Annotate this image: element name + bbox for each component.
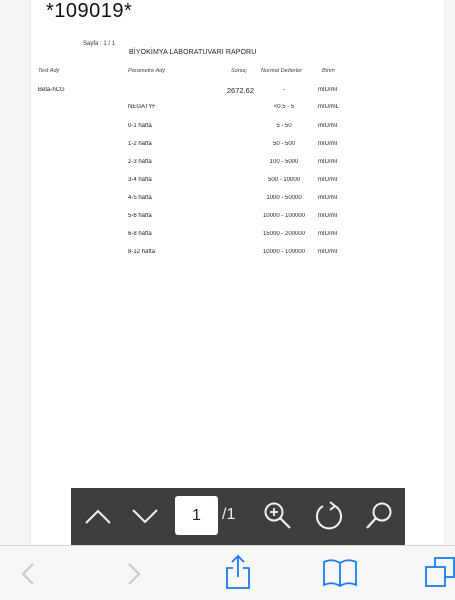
share-icon[interactable] [225,554,251,590]
cell-param: 6-8 hafta [128,231,152,237]
cell-normal: <0.5 - 5 [273,104,295,110]
page-total: /1 [222,506,236,523]
cell-param: NEGATÝF [128,104,156,110]
back-icon[interactable] [20,562,36,586]
cell-normal: 10000 - 100000 [262,213,306,219]
forward-icon[interactable] [126,562,142,586]
cell-normal: 500 - 10000 [267,177,301,183]
cell-normal: 1000 - 50000 [266,195,302,201]
search-icon[interactable] [365,501,395,531]
column-header-test: Test Adý [38,68,60,74]
cell-normal: - [283,87,285,93]
chevron-up-icon[interactable] [84,506,112,526]
report-title: BİYOKİMYA LABORATUVARI RAPORU [129,49,257,56]
page-info: Sayfa : 1 / 1 [83,41,116,47]
cell-test: Beta-hCG [38,87,65,93]
column-header-unit: Birim [322,68,335,74]
cell-normal: 5 - 50 [276,123,292,129]
cell-unit: mIU/ml [318,249,337,255]
cell-normal: 100 - 5000 [269,159,299,165]
barcode-text: *109019* [46,0,133,22]
cell-param: 5-6 hafta [128,213,152,219]
cell-unit: mIU/ml [318,231,337,237]
cell-param: 0-1 hafta [128,123,152,129]
cell-unit: mIU/ml [318,213,337,219]
tabs-icon[interactable] [424,556,455,590]
cell-unit: mIU/ml [318,141,337,147]
pdf-page[interactable] [30,0,445,545]
cell-normal: 10000 - 100000 [262,249,306,255]
pdf-toolbar [71,488,405,545]
cell-unit: mIU/ml [318,123,337,129]
browser-toolbar [0,545,455,600]
cell-result: 2672.62 [226,86,254,95]
bookmarks-icon[interactable] [322,558,358,588]
cell-normal: 50 - 500 [272,141,296,147]
column-header-result: Sonuç [231,68,247,74]
cell-unit: mIU/ml [318,177,337,183]
column-header-parameter: Parametre Adý [128,68,166,74]
column-header-normal: Normal Deðerler [261,68,303,74]
cell-param: 4-5 hafta [128,195,152,201]
page-number-field[interactable]: 1 [175,496,218,535]
cell-param: 2-3 hafta [128,159,152,165]
cell-normal: 15000 - 200000 [262,231,306,237]
zoom-in-icon[interactable] [263,501,293,531]
cell-unit: mIU/mL [318,104,339,110]
cell-unit: mIU/ml [318,159,337,165]
chevron-down-icon[interactable] [131,506,159,526]
cell-unit: mIU/ml [318,87,337,93]
rotate-icon[interactable] [313,500,345,532]
cell-param: 8-12 hafta [128,249,156,255]
cell-param: 1-2 hafta [128,141,152,147]
cell-unit: mIU/ml [318,195,337,201]
cell-param: 3-4 hafta [128,177,152,183]
